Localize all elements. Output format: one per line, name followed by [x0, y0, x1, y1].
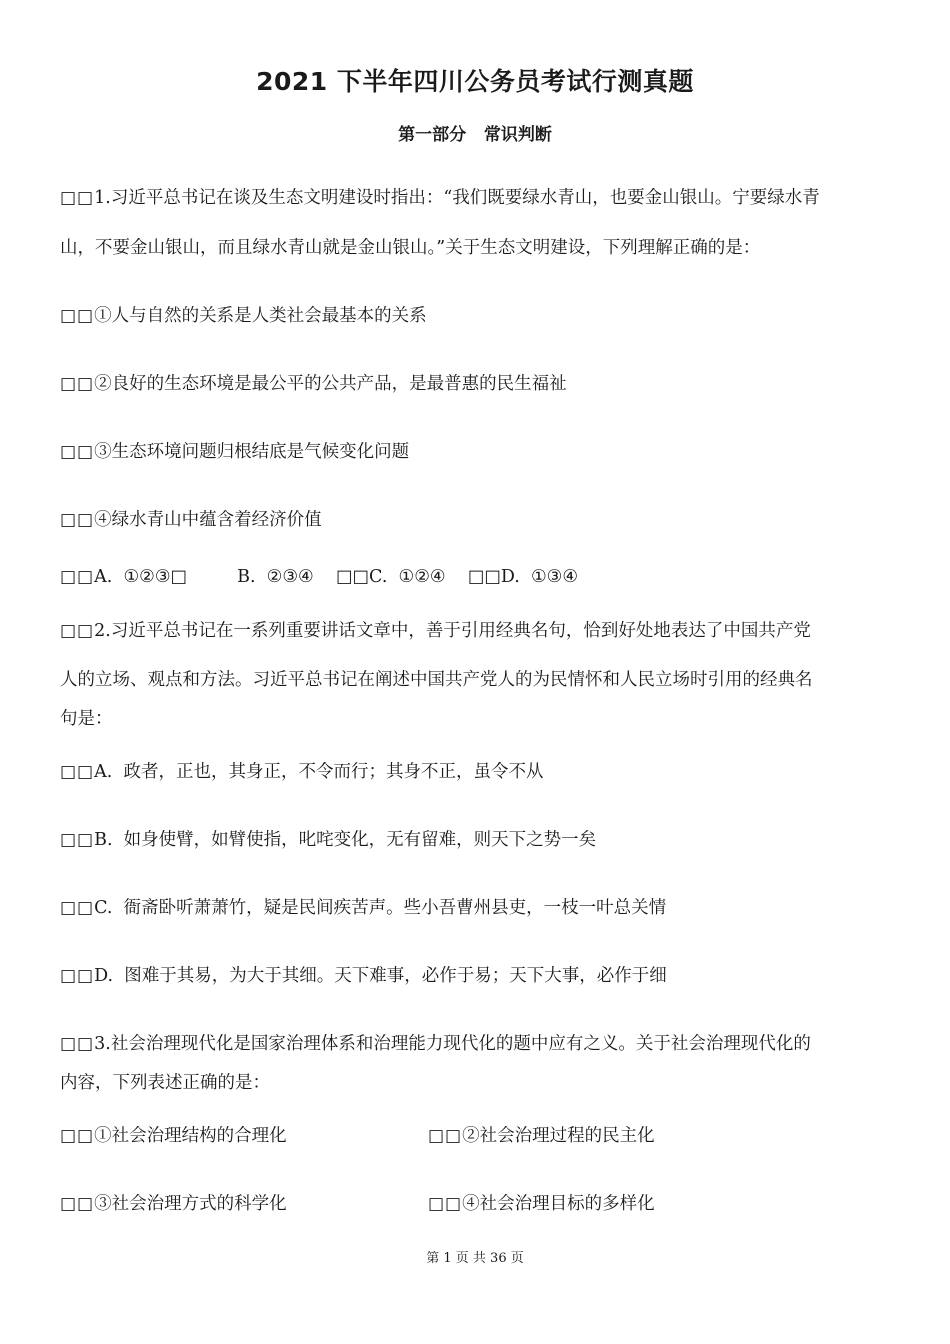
box-marker: □□ — [428, 1126, 463, 1146]
box-marker: □□ — [60, 442, 95, 462]
box-marker: □□ — [60, 830, 95, 850]
question-2-stem-line-2: 人的立场、观点和方法。习近平总书记在阐述中国共产党人的为民情怀和人民立场时引用的经典名 — [60, 670, 813, 690]
box-marker: □□ — [60, 1126, 95, 1146]
section-heading: 第一部分 常识判断 — [398, 125, 552, 145]
box-marker: □□ — [60, 510, 95, 530]
box-marker: □□ — [428, 1194, 463, 1214]
question-3-item-1: □□①社会治理结构的合理化 — [60, 1126, 287, 1146]
question-2-option-a: □□A. 政者，正也，其身正，不令而行；其身不正，虽令不从 — [60, 762, 544, 782]
question-3-item-2: □□②社会治理过程的民主化 — [428, 1126, 655, 1146]
question-3-stem-line-1: □□3.社会治理现代化是国家治理体系和治理能力现代化的题中应有之义。关于社会治理现代化的 — [60, 1034, 811, 1054]
question-3-stem-line-2: 内容，下列表述正确的是： — [60, 1073, 270, 1093]
box-marker: □□ — [60, 966, 95, 986]
box-marker: □□ — [60, 898, 95, 918]
box-marker: □□ — [60, 762, 95, 782]
question-2-stem-line-3: 句是： — [60, 709, 113, 729]
question-1-stem-line-1: □□1.习近平总书记在谈及生态文明建设时指出：“我们既要绿水青山，也要金山银山。宁要绿水青 — [60, 188, 820, 208]
question-1-stem-line-2: 山，不要金山银山，而且绿水青山就是金山银山。”关于生态文明建设，下列理解正确的是： — [60, 238, 761, 258]
question-2-option-b: □□B. 如身使臂，如臂使指，叱咤变化，无有留难，则天下之势一矣 — [60, 830, 597, 850]
question-2-option-d: □□D. 图难于其易，为大于其细。天下难事，必作于易；天下大事，必作于细 — [60, 966, 667, 986]
question-2-option-c: □□C. 衙斋卧听萧萧竹，疑是民间疾苦声。些小吾曹州县吏，一枝一叶总关情 — [60, 898, 667, 918]
box-marker: □□ — [60, 1194, 95, 1214]
page-footer: 第 1 页 共 36 页 — [426, 1251, 524, 1266]
question-3-item-3: □□③社会治理方式的科学化 — [60, 1194, 287, 1214]
box-marker: □□ — [60, 374, 95, 394]
box-marker: □□ — [60, 306, 95, 326]
box-marker: □□ — [60, 188, 95, 208]
question-1-item-4: □□④绿水青山中蕴含着经济价值 — [60, 510, 322, 530]
question-1-item-2: □□②良好的生态环境是最公平的公共产品，是最普惠的民生福祉 — [60, 374, 567, 394]
question-2-stem-line-1: □□2.习近平总书记在一系列重要讲话文章中，善于引用经典名句，恰到好处地表达了中国共产党 — [60, 621, 811, 641]
question-1-item-3: □□③生态环境问题归根结底是气候变化问题 — [60, 442, 410, 462]
page-title: 2021 下半年四川公务员考试行测真题 — [256, 67, 694, 96]
box-marker: □□ — [60, 1034, 95, 1054]
box-marker: □□ — [60, 567, 95, 587]
box-marker: □□ — [60, 621, 95, 641]
question-1-options: □□A. ①②③□ B. ②③④ □□C. ①②④ □□D. ①③④ — [60, 567, 579, 587]
question-3-item-4: □□④社会治理目标的多样化 — [428, 1194, 655, 1214]
question-1-item-1: □□①人与自然的关系是人类社会最基本的关系 — [60, 306, 427, 326]
